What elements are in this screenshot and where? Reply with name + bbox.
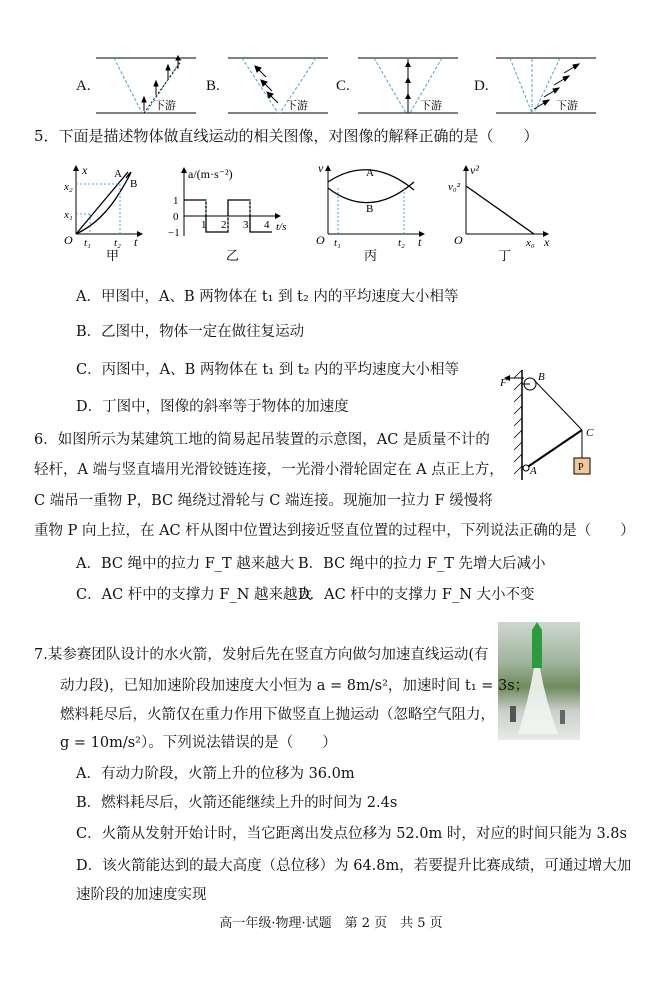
crane-diagram	[500, 364, 600, 484]
jia-t2-label: t₂	[114, 237, 121, 249]
crane-p-label: P	[578, 462, 584, 473]
bing-t2-label: t₂	[398, 237, 405, 249]
q7-option-d-cont: 速阶段的加速度实现	[76, 887, 207, 903]
jia-caption: 甲	[106, 248, 120, 262]
bing-origin: O	[316, 233, 325, 247]
q7-line-1: 7.某参赛团队设计的水火箭，发射后先在竖直方向做匀加速直线运动(有	[34, 647, 489, 663]
q6-option-c: C．AC 杆中的支撑力 F_N 越来越大	[76, 587, 312, 603]
q5-stem: 5．下面是描述物体做直线运动的相关图像，对图像的解释正确的是（ ）	[34, 127, 539, 145]
q7-line-4: g = 10m/s²）。下列说法错误的是（ ）	[60, 735, 337, 751]
graph-jia	[62, 162, 162, 262]
jia-t1-label: t₁	[84, 237, 91, 249]
q7-line-3: 燃料耗尽后，火箭仅在重力作用下做竖直上抛运动（忽略空气阻力，	[60, 707, 495, 723]
yi-tick-4: 4	[264, 219, 270, 231]
q5-option-a: A．甲图中，A、B 两物体在 t₁ 到 t₂ 内的平均速度大小相等	[76, 289, 459, 305]
jia-origin: O	[64, 233, 73, 247]
q7-line-2: 动力段)，已知加速阶段加速度大小恒为 a = 8m/s²，加速时间 t₁ = 3s；	[60, 678, 530, 694]
top-option-b-label: B.	[206, 78, 220, 94]
bing-caption: 丙	[364, 248, 378, 262]
q6-line-4: 重物 P 向上拉，在 AC 杆从图中位置达到接近竖直位置的过程中，下列说法正确的是（ ）	[34, 523, 635, 539]
yi-tick-3: 3	[243, 219, 249, 231]
river-diagram-d	[496, 55, 596, 117]
ding-origin: O	[454, 233, 463, 247]
yi-y-label: a/(m·s⁻²)	[188, 167, 233, 181]
downstream-label-b: 下游	[286, 100, 308, 112]
graph-yi	[168, 162, 298, 262]
q6-line-2: 轻杆，A 端与竖直墙用光滑铰链连接，一光滑小滑轮固定在 A 点正上方，	[34, 462, 504, 478]
q6-option-d: D．AC 杆中的支撑力 F_N 大小不变	[298, 587, 535, 603]
jia-y-label: x	[82, 163, 88, 177]
yi-x-label: t/s	[276, 221, 287, 233]
q7-option-c: C．火箭从发射开始计时，当它距离出发点位移为 52.0m 时，对应的时间只能为 3.8s	[76, 826, 627, 842]
page-footer: 高一年级·物理·试题 第 2 页 共 5 页	[219, 916, 443, 931]
ding-x0-label: x₀	[526, 237, 535, 249]
q7-option-d: D．该火箭能达到的最大高度（总位移）为 64.8m，若要提升比赛成绩，可通过增大加	[76, 858, 632, 874]
q6-option-a: A．BC 绳中的拉力 F_T 越来越大	[76, 556, 295, 572]
ding-x-label: x	[544, 235, 550, 249]
jia-b-label: B	[130, 178, 138, 190]
downstream-label-c: 下游	[420, 100, 442, 112]
ding-v0-label: v₀²	[448, 181, 461, 193]
bing-a-label: A	[366, 167, 374, 179]
crane-c-label: C	[586, 427, 594, 439]
crane-a-label: A	[530, 465, 537, 477]
graph-ding	[448, 160, 558, 262]
yi-one-label: 1	[173, 195, 179, 207]
crane-f-label: F	[500, 377, 507, 389]
jia-x2-label: x₂	[64, 181, 73, 193]
yi-neg-one-label: −1	[168, 227, 180, 239]
crane-b-label: B	[538, 371, 545, 383]
yi-tick-2: 2	[221, 219, 227, 231]
top-option-c-label: C.	[336, 78, 350, 94]
top-option-a-label: A.	[76, 78, 91, 94]
q5-option-b: B．乙图中，物体一定在做往复运动	[76, 324, 305, 340]
bing-b-label: B	[366, 203, 374, 215]
jia-x-label: t	[134, 235, 138, 249]
yi-origin: 0	[173, 211, 179, 223]
bing-t1-label: t₁	[334, 237, 341, 249]
q7-option-b: B．燃料耗尽后，火箭还能继续上升的时间为 2.4s	[76, 795, 398, 811]
q5-option-d: D．丁图中，图像的斜率等于物体的加速度	[76, 399, 349, 415]
yi-tick-1: 1	[201, 219, 207, 231]
downstream-label-a: 下游	[154, 100, 176, 112]
q5-option-c: C．丙图中，A、B 两物体在 t₁ 到 t₂ 内的平均速度大小相等	[76, 362, 460, 378]
jia-x1-label: x₁	[64, 209, 73, 221]
river-diagram-c	[358, 55, 458, 117]
river-diagram-a	[96, 55, 196, 117]
bing-y-label: v	[318, 161, 324, 175]
q7-option-a: A．有动力阶段，火箭上升的位移为 36.0m	[76, 766, 355, 782]
graph-bing	[314, 160, 434, 262]
bing-x-label: t	[418, 235, 422, 249]
ding-caption: 丁	[498, 248, 512, 262]
yi-caption: 乙	[226, 248, 240, 262]
downstream-label-d: 下游	[556, 100, 578, 112]
ding-y-label: v²	[470, 163, 479, 177]
river-diagram-b	[228, 55, 328, 117]
jia-a-label: A	[114, 168, 122, 180]
q6-line-1: 6．如图所示为某建筑工地的简易起吊装置的示意图，AC 是质量不计的	[34, 432, 490, 448]
top-option-d-label: D.	[474, 78, 489, 94]
q6-line-3: C 端吊一重物 P，BC 绳绕过滑轮与 C 端连接。现施加一拉力 F 缓慢将	[34, 493, 493, 509]
q6-option-b: B．BC 绳中的拉力 F_T 先增大后减小	[298, 556, 546, 572]
